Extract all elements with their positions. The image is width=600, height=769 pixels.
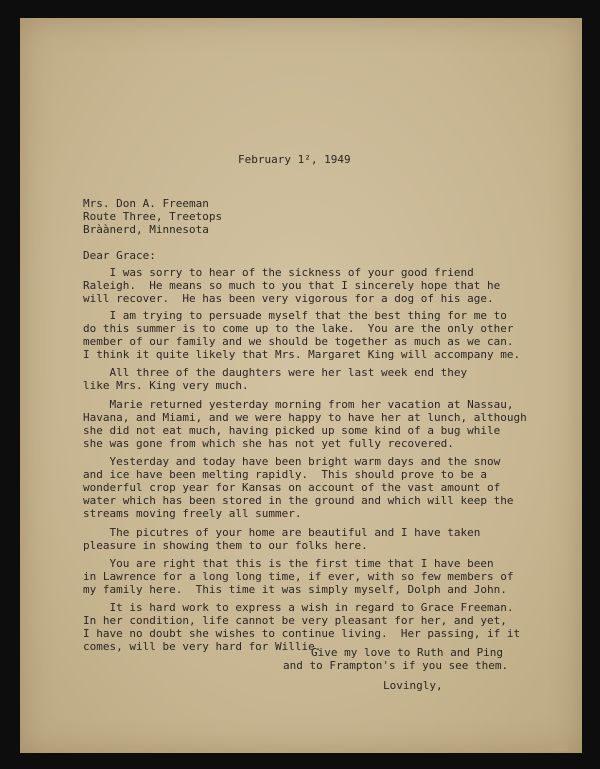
paragraph-line: It is hard work to express a wish in regard to Grace Freeman. — [83, 601, 514, 614]
paragraph-line: Havana, and Miami, and we were happy to have her at lunch, although — [83, 411, 527, 424]
paragraph-line: water which has been stored in the ground and which will keep the — [83, 494, 514, 507]
paragraph-line: The picutres of your home are beautiful and I have taken — [83, 526, 481, 539]
paragraph-line: I am trying to persuade myself that the best thing for me to — [83, 309, 507, 322]
paragraph-line: in Lawrence for a long long time, if ever, with so few members of — [83, 570, 514, 583]
letter-date: February 1², 1949 — [238, 153, 351, 166]
paragraph-line: You are right that this is the first time that I have been — [83, 557, 494, 570]
paragraph-line: will recover. He has been very vigorous for a dog of his age. — [83, 292, 494, 305]
paragraph-line: my family here. This time it was simply myself, Dolph and John. — [83, 583, 507, 596]
page-edge-mark — [552, 745, 568, 751]
paragraph-line: In her condition, life cannot be very pleasant for her, and yet, — [83, 614, 507, 627]
paragraph-line: like Mrs. King very much. — [83, 379, 249, 392]
postscript-line: Give my love to Ruth and Ping — [311, 646, 504, 659]
paragraph-line: wonderful crop year for Kansas on account of the vast amount of — [83, 481, 501, 494]
paragraph-line: do this summer is to come up to the lake. You are the only other — [83, 322, 514, 335]
salutation: Dear Grace: — [83, 249, 156, 262]
paragraph-line: Raleigh. He means so much to you that I sincerely hope that he — [83, 279, 501, 292]
paragraph-line: I was sorry to hear of the sickness of your good friend — [83, 266, 474, 279]
paragraph-line: Marie returned yesterday morning from her vacation at Nassau, — [83, 398, 514, 411]
paragraph-line: Yesterday and today have been bright warm days and the snow — [83, 455, 501, 468]
address-line: Route Three, Treetops — [83, 210, 223, 223]
address-line: Bràànerd, Minnesota — [83, 223, 209, 236]
address-line: Mrs. Don A. Freeman — [83, 197, 209, 210]
paragraph-line: comes, will be very hard for Willie. — [83, 640, 322, 653]
paragraph-line: I have no doubt she wishes to continue living. Her passing, if it — [83, 627, 521, 640]
paragraph-line: I think it quite likely that Mrs. Margaret King will accompany me. — [83, 348, 521, 361]
paragraph-line: she did not eat much, having picked up some kind of a bug while — [83, 424, 501, 437]
paragraph-line: streams moving freely all summer. — [83, 507, 302, 520]
page-edge-mark — [552, 20, 568, 26]
paragraph-line: member of our family and we should be together as much as we can. — [83, 335, 514, 348]
closing: Lovingly, — [383, 679, 443, 692]
paragraph-line: she was gone from which she has not yet fully recovered. — [83, 437, 454, 450]
paragraph-line: All three of the daughters were her last week end they — [83, 366, 468, 379]
postscript-line: and to Frampton's if you see them. — [283, 659, 509, 672]
paragraph-line: pleasure in showing them to our folks here. — [83, 539, 368, 552]
paragraph-line: and ice have been melting rapidly. This should prove to be a — [83, 468, 487, 481]
